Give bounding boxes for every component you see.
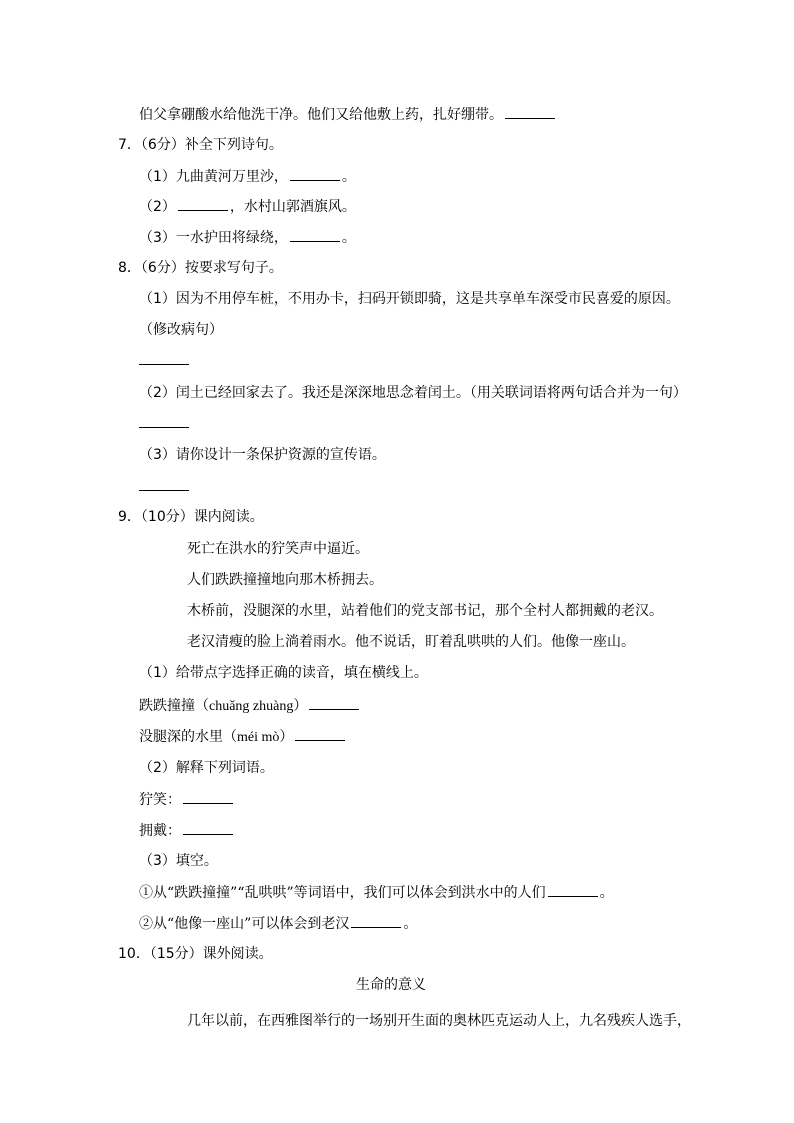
- definition-question-1: 狞笑：: [139, 789, 235, 810]
- question-9-heading: 9．（10分）课内阅读。: [118, 509, 264, 525]
- question-10-heading: 10．（15分）课外阅读。: [118, 946, 273, 962]
- question-9-item-1: （1）给带点字选择正确的读音，填在横线上。: [139, 665, 428, 681]
- answer-blank[interactable]: [290, 166, 340, 181]
- definition-question-2: 拥戴：: [139, 820, 235, 841]
- pinyin-question-2: 没腿深的水里（méi mò）: [139, 726, 347, 748]
- reading-paragraph: 人们跌跌撞撞地向那木桥拥去。: [187, 572, 383, 588]
- question-7-heading: 7．（6分）补全下列诗句。: [118, 137, 283, 153]
- fill-question-1: ①从“跌跌撞撞”“乱哄哄”等词语中，我们可以体会到洪水中的人们 。: [139, 882, 614, 903]
- question-8-item-1: （1）因为不用停车桩，不用办卡，扫码开锁即骑，这是共享单车深受市民喜爱的原因。: [139, 291, 680, 307]
- pinyin-question-1: 跌跌撞撞（chuǎng zhuàng）: [139, 695, 361, 717]
- question-8-item-3: （3）请你设计一条保护资源的宣传语。: [139, 447, 386, 463]
- answer-blank-line[interactable]: [139, 350, 189, 371]
- answer-blank-line[interactable]: [139, 476, 189, 497]
- text-line: 伯父拿硼酸水给他洗干净。他们又给他敷上药，扎好绷带。: [139, 104, 557, 125]
- question-7-item-1: （1）九曲黄河万里沙， 。: [139, 166, 356, 187]
- answer-blank[interactable]: [178, 196, 228, 211]
- question-9-item-2: （2）解释下列词语。: [139, 760, 274, 776]
- reading-paragraph: 老汉清瘦的脸上淌着雨水。他不说话，盯着乱哄哄的人们。他像一座山。: [187, 634, 635, 650]
- answer-blank[interactable]: [290, 227, 340, 242]
- reading-paragraph: 几年以前，在西雅图举行的一场别开生面的奥林匹克运动人上，九名残疾人选手，: [187, 1013, 691, 1029]
- question-9-item-3: （3）填空。: [139, 853, 218, 869]
- answer-blank[interactable]: [183, 789, 233, 804]
- answer-blank[interactable]: [505, 104, 555, 119]
- question-8-heading: 8．（6分）按要求写句子。: [118, 260, 283, 276]
- passage-title: 生命的意义: [356, 977, 426, 993]
- question-7-item-2: （2） ，水村山郭酒旗风。: [139, 196, 356, 217]
- answer-blank-line[interactable]: [139, 413, 189, 434]
- answer-blank[interactable]: [183, 820, 233, 835]
- answer-blank[interactable]: [295, 726, 345, 741]
- answer-blank[interactable]: [548, 882, 598, 897]
- fill-question-2: ②从“他像一座山”可以体会到老汉 。: [139, 913, 417, 934]
- question-8-item-1-note: （修改病句）: [139, 322, 223, 338]
- reading-paragraph: 木桥前，没腿深的水里，站着他们的党支部书记，那个全村人都拥戴的老汉。: [187, 603, 663, 619]
- answer-blank[interactable]: [351, 913, 401, 928]
- question-7-item-3: （3）一水护田将绿绕， 。: [139, 227, 356, 248]
- reading-paragraph: 死亡在洪水的狞笑声中逼近。: [187, 541, 369, 557]
- answer-blank[interactable]: [309, 695, 359, 710]
- question-8-item-2: （2）闰土已经回家去了。我还是深深地思念着闰土。（用关联词语将两句话合并为一句）: [139, 385, 687, 401]
